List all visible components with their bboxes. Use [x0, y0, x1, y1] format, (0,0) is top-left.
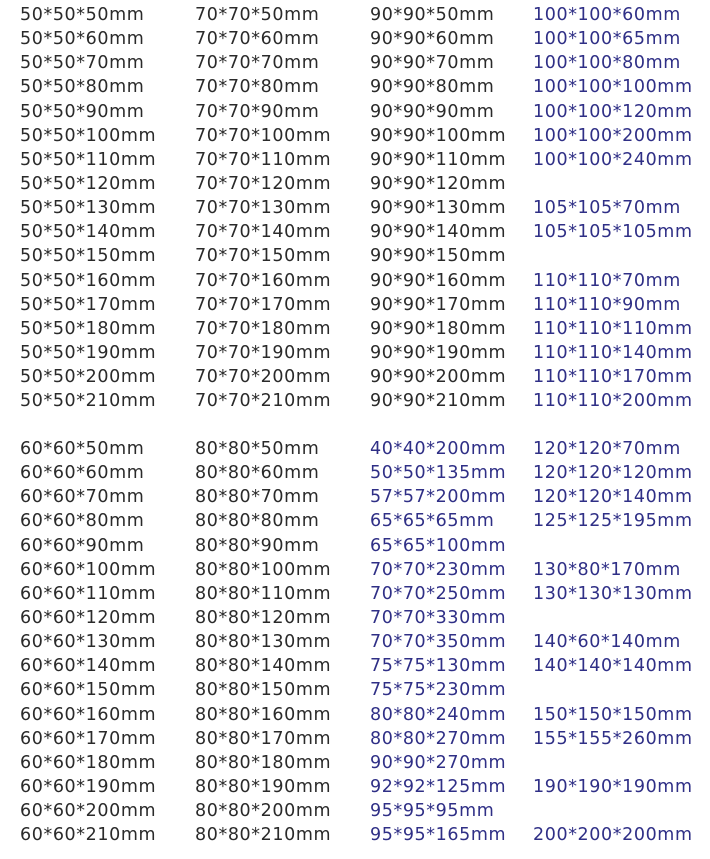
size-entry: 80*80*70mm — [195, 487, 320, 508]
size-entry: 90*90*270mm — [370, 752, 507, 773]
size-entry: 70*70*330mm — [370, 607, 507, 628]
size-entry: 50*50*90mm — [20, 101, 145, 122]
size-entry: 60*60*90mm — [20, 535, 145, 556]
size-entry: 70*70*100mm — [195, 125, 332, 146]
size-entry: 70*70*150mm — [195, 246, 332, 267]
size-row-bottom — [0, 751, 710, 775]
size-row-bottom — [0, 461, 710, 485]
size-entry: 90*90*170mm — [370, 294, 507, 315]
size-entry: 60*60*70mm — [20, 487, 145, 508]
size-entry: 50*50*120mm — [20, 173, 157, 194]
size-entry: 90*90*90mm — [370, 101, 495, 122]
size-row-bottom — [0, 703, 710, 727]
size-entry: 100*100*120mm — [533, 101, 693, 122]
size-entry: 80*80*110mm — [195, 583, 332, 604]
size-row-top — [0, 244, 710, 268]
size-row-bottom — [0, 509, 710, 533]
size-entry: 80*80*210mm — [195, 825, 332, 846]
size-row-top — [0, 196, 710, 220]
size-entry: 90*90*100mm — [370, 125, 507, 146]
size-row-bottom — [0, 534, 710, 558]
size-row-top — [0, 293, 710, 317]
size-entry: 70*70*60mm — [195, 29, 320, 50]
size-entry: 95*95*165mm — [370, 825, 507, 846]
size-table-bottom — [0, 437, 710, 847]
size-entry: 80*80*80mm — [195, 511, 320, 532]
size-entry: 110*110*90mm — [533, 294, 681, 315]
size-entry: 90*90*110mm — [370, 149, 507, 170]
size-row-bottom — [0, 630, 710, 654]
size-entry: 60*60*130mm — [20, 632, 157, 653]
size-entry: 140*140*140mm — [533, 656, 693, 677]
size-entry: 70*70*190mm — [195, 342, 332, 363]
size-row-bottom — [0, 678, 710, 702]
size-entry: 50*50*140mm — [20, 222, 157, 243]
size-row-bottom — [0, 582, 710, 606]
size-entry: 90*90*150mm — [370, 246, 507, 267]
size-entry: 80*80*200mm — [195, 801, 332, 822]
size-entry: 90*90*80mm — [370, 77, 495, 98]
size-entry: 105*105*70mm — [533, 198, 681, 219]
size-entry: 80*80*90mm — [195, 535, 320, 556]
size-entry: 60*60*80mm — [20, 511, 145, 532]
size-entry: 60*60*100mm — [20, 559, 157, 580]
size-entry: 70*70*200mm — [195, 367, 332, 388]
size-entry: 70*70*110mm — [195, 149, 332, 170]
size-entry: 50*50*150mm — [20, 246, 157, 267]
size-entry: 60*60*200mm — [20, 801, 157, 822]
size-entry: 100*100*65mm — [533, 29, 681, 50]
size-entry: 80*80*240mm — [370, 704, 507, 725]
size-entry: 70*70*140mm — [195, 222, 332, 243]
size-entry: 70*70*180mm — [195, 318, 332, 339]
size-entry: 60*60*210mm — [20, 825, 157, 846]
size-row-bottom — [0, 437, 710, 461]
size-entry: 60*60*170mm — [20, 728, 157, 749]
size-entry: 155*155*260mm — [533, 728, 693, 749]
size-entry: 50*50*60mm — [20, 29, 145, 50]
size-entry: 50*50*160mm — [20, 270, 157, 291]
size-entry: 110*110*110mm — [533, 318, 693, 339]
size-entry: 60*60*190mm — [20, 776, 157, 797]
size-entry: 70*70*250mm — [370, 583, 507, 604]
size-entry: 80*80*160mm — [195, 704, 332, 725]
size-entry: 110*110*170mm — [533, 367, 693, 388]
size-row-top — [0, 51, 710, 75]
size-entry: 80*80*180mm — [195, 752, 332, 773]
size-row-top — [0, 148, 710, 172]
size-row-top — [0, 341, 710, 365]
size-entry: 80*80*170mm — [195, 728, 332, 749]
size-entry: 100*100*100mm — [533, 77, 693, 98]
size-row-top — [0, 100, 710, 124]
size-row-top — [0, 269, 710, 293]
size-entry: 60*60*150mm — [20, 680, 157, 701]
size-entry: 70*70*50mm — [195, 5, 320, 25]
size-entry: 95*95*95mm — [370, 801, 495, 822]
size-entry: 40*40*200mm — [370, 439, 507, 459]
size-row-top — [0, 220, 710, 244]
size-entry: 105*105*105mm — [533, 222, 693, 243]
size-entry: 70*70*350mm — [370, 632, 507, 653]
size-entry: 65*65*100mm — [370, 535, 507, 556]
size-entry: 57*57*200mm — [370, 487, 507, 508]
size-entry: 70*70*210mm — [195, 391, 332, 412]
size-entry: 60*60*60mm — [20, 463, 145, 484]
size-entry: 50*50*130mm — [20, 198, 157, 219]
size-row-bottom — [0, 558, 710, 582]
size-entry: 80*80*270mm — [370, 728, 507, 749]
size-entry: 60*60*50mm — [20, 439, 145, 459]
size-entry: 70*70*230mm — [370, 559, 507, 580]
size-entry: 130*80*170mm — [533, 559, 681, 580]
size-entry: 80*80*140mm — [195, 656, 332, 677]
size-entry: 110*110*200mm — [533, 391, 693, 412]
size-row-bottom — [0, 823, 710, 847]
size-entry: 60*60*110mm — [20, 583, 157, 604]
size-entry: 90*90*200mm — [370, 367, 507, 388]
size-entry: 80*80*100mm — [195, 559, 332, 580]
size-row-top — [0, 365, 710, 389]
size-entry: 50*50*80mm — [20, 77, 145, 98]
size-row-top — [0, 27, 710, 51]
size-entry: 80*80*50mm — [195, 439, 320, 459]
size-entry: 50*50*100mm — [20, 125, 157, 146]
size-entry: 80*80*60mm — [195, 463, 320, 484]
size-entry: 50*50*110mm — [20, 149, 157, 170]
size-entry: 90*90*70mm — [370, 53, 495, 74]
size-entry: 70*70*70mm — [195, 53, 320, 74]
size-entry: 100*100*60mm — [533, 5, 681, 25]
size-entry: 70*70*170mm — [195, 294, 332, 315]
size-entry: 90*90*190mm — [370, 342, 507, 363]
size-entry: 110*110*140mm — [533, 342, 693, 363]
size-entry: 50*50*210mm — [20, 391, 157, 412]
size-entry: 75*75*130mm — [370, 656, 507, 677]
size-entry: 70*70*90mm — [195, 101, 320, 122]
size-entry: 50*50*135mm — [370, 463, 507, 484]
size-row-top — [0, 75, 710, 99]
size-entry: 130*130*130mm — [533, 583, 693, 604]
size-entry: 70*70*80mm — [195, 77, 320, 98]
size-row-bottom — [0, 654, 710, 678]
size-entry: 125*125*195mm — [533, 511, 693, 532]
size-entry: 100*100*240mm — [533, 149, 693, 170]
size-entry: 90*90*140mm — [370, 222, 507, 243]
size-entry: 60*60*160mm — [20, 704, 157, 725]
size-entry: 70*70*160mm — [195, 270, 332, 291]
size-entry: 60*60*120mm — [20, 607, 157, 628]
size-row-top — [0, 124, 710, 148]
size-entry: 90*90*60mm — [370, 29, 495, 50]
size-entry: 200*200*200mm — [533, 825, 693, 846]
size-row-bottom — [0, 775, 710, 799]
size-entry: 50*50*170mm — [20, 294, 157, 315]
size-table-top — [0, 3, 710, 413]
size-entry: 60*60*140mm — [20, 656, 157, 677]
size-entry: 90*90*210mm — [370, 391, 507, 412]
size-entry: 90*90*130mm — [370, 198, 507, 219]
size-row-top — [0, 3, 710, 27]
size-entry: 50*50*190mm — [20, 342, 157, 363]
size-entry: 92*92*125mm — [370, 776, 507, 797]
size-entry: 110*110*70mm — [533, 270, 681, 291]
size-entry: 90*90*180mm — [370, 318, 507, 339]
size-entry: 100*100*200mm — [533, 125, 693, 146]
size-entry: 80*80*150mm — [195, 680, 332, 701]
size-entry: 75*75*230mm — [370, 680, 507, 701]
size-entry: 50*50*70mm — [20, 53, 145, 74]
size-entry: 120*120*120mm — [533, 463, 693, 484]
size-entry: 90*90*50mm — [370, 5, 495, 25]
size-entry: 65*65*65mm — [370, 511, 495, 532]
size-row-top — [0, 317, 710, 341]
size-entry: 80*80*190mm — [195, 776, 332, 797]
size-entry: 90*90*120mm — [370, 173, 507, 194]
size-entry: 80*80*130mm — [195, 632, 332, 653]
size-entry: 120*120*70mm — [533, 439, 681, 459]
size-entry: 70*70*120mm — [195, 173, 332, 194]
size-row-bottom — [0, 799, 710, 823]
size-entry: 150*150*150mm — [533, 704, 693, 725]
size-entry: 140*60*140mm — [533, 632, 681, 653]
size-entry: 60*60*180mm — [20, 752, 157, 773]
size-entry: 90*90*160mm — [370, 270, 507, 291]
size-entry: 50*50*180mm — [20, 318, 157, 339]
size-entry: 50*50*200mm — [20, 367, 157, 388]
size-entry: 100*100*80mm — [533, 53, 681, 74]
size-entry: 120*120*140mm — [533, 487, 693, 508]
size-entry: 80*80*120mm — [195, 607, 332, 628]
size-row-bottom — [0, 727, 710, 751]
size-entry: 70*70*130mm — [195, 198, 332, 219]
size-row-top — [0, 172, 710, 196]
size-row-bottom — [0, 606, 710, 630]
size-entry: 50*50*50mm — [20, 5, 145, 25]
size-entry: 190*190*190mm — [533, 776, 693, 797]
size-row-bottom — [0, 485, 710, 509]
size-row-top — [0, 389, 710, 413]
